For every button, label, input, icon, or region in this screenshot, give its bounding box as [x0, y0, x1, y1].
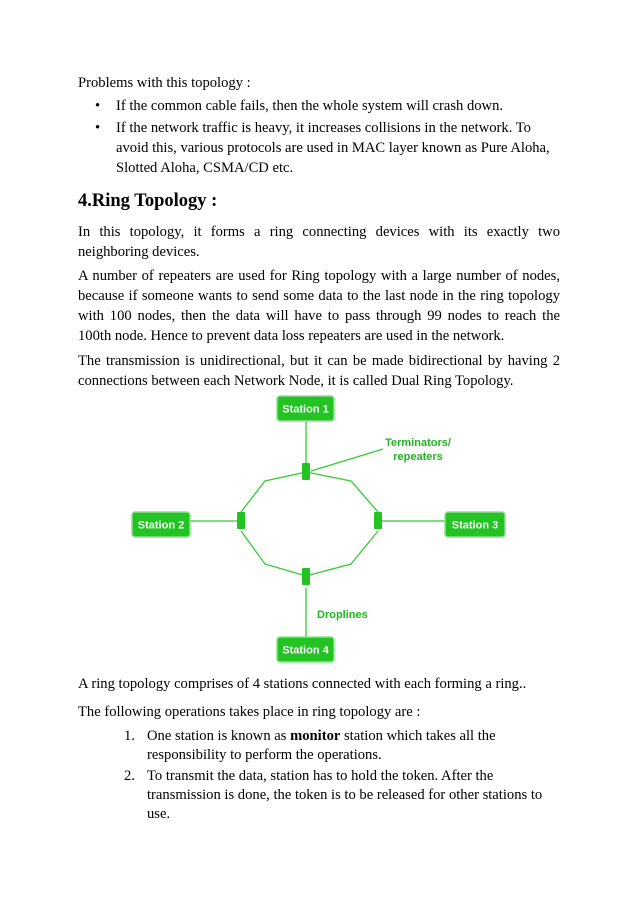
repeater-bottom: [302, 568, 310, 585]
list-item: [124, 767, 560, 824]
operations-intro: The following operations takes place in ring topology are :: [78, 704, 421, 720]
station-2: [132, 512, 190, 537]
op-bold-term: monitor: [290, 728, 341, 744]
station-label: Station 3: [451, 519, 499, 532]
list-item: [124, 727, 560, 765]
ring-segment: [241, 531, 306, 576]
bullet-text: If the common cable fails, then the whole system will crash down.: [116, 98, 504, 114]
ring-segment: [241, 472, 306, 512]
droplines-label: Droplines: [317, 609, 368, 621]
op-text-after: station which takes all the responsibility to perform the operations.: [147, 728, 496, 763]
repeater-right: [374, 512, 382, 529]
ring-segment: [306, 531, 378, 576]
terminators-pointer: [311, 449, 383, 471]
operations-list: [124, 727, 560, 826]
repeaters-label: repeaters: [393, 451, 443, 463]
repeater-top: [302, 463, 310, 480]
bullet-icon: •: [95, 120, 101, 136]
list-number: 2.: [124, 768, 135, 784]
station-1: [277, 396, 334, 421]
bullet-icon: •: [95, 98, 101, 114]
station-label: Station 4: [282, 644, 329, 657]
ring-paragraph-3: The transmission is unidirectional, but it can be made bidirectional by having 2 connections between each Network Node, it is called Dual Ring Topology.: [78, 353, 560, 389]
list-number: 1.: [124, 728, 135, 744]
ring-segment: [306, 472, 378, 512]
problems-intro: Problems with this topology :: [78, 75, 251, 91]
ring-summary: A ring topology comprises of 4 stations connected with each forming a ring..: [78, 676, 527, 692]
op-text-before: One station is known as: [147, 728, 291, 744]
station-4: [277, 637, 334, 662]
ring-paragraph-1: In this topology, it forms a ring connecting devices with its exactly two neighboring devices.: [78, 224, 560, 260]
terminators-label: Terminators/: [385, 437, 451, 449]
repeater-left: [237, 512, 245, 529]
station-label: Station 1: [282, 403, 329, 416]
section-heading: 4.Ring Topology :: [78, 191, 218, 211]
ring-paragraph-2: A number of repeaters are used for Ring topology with a large number of nodes, because if someone wants to send some data to the last node in the ring topology with 100 nodes, then the data will have to pass through 99 nodes to reach the 100th node. Hence to prevent data loss repeaters are used in the network.: [78, 268, 560, 344]
station-3: [445, 512, 505, 537]
bullet-text: If the network traffic is heavy, it increases collisions in the network. To avoid this, various protocols are used in MAC layer known as Pure Aloha, Slotted Aloha, CSMA/CD etc.: [116, 120, 550, 176]
repeaters: [237, 463, 382, 585]
op-text: To transmit the data, station has to hold the token. After the transmission is done, the token is to be released for other stations to use.: [147, 768, 543, 822]
station-label: Station 2: [137, 519, 185, 532]
